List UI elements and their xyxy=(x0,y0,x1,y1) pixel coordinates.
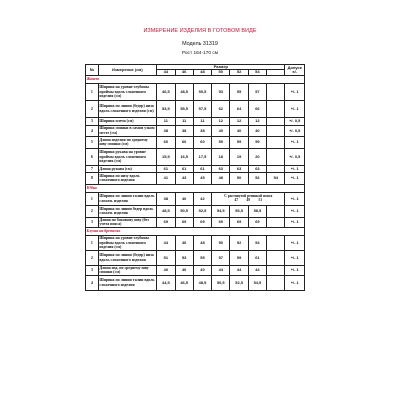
size-value: 12 xyxy=(212,117,230,125)
size-value: 40 xyxy=(230,125,248,136)
row-number: 3 xyxy=(86,217,99,227)
size-value: 61 xyxy=(248,250,266,265)
tolerance-value: +/- 1 xyxy=(285,275,305,290)
model-number: Модель 31319 xyxy=(182,41,218,47)
measurement-name: Ширина по линии талии вдоль сложенного изделия xyxy=(98,275,157,290)
row-number: 2 xyxy=(86,250,99,265)
size-value: 59 xyxy=(212,136,230,148)
size-value: 57 xyxy=(212,250,230,265)
size-value: 58,5 xyxy=(248,205,266,217)
tolerance-value: +/- 1 xyxy=(285,235,305,250)
measurement-name: Ширина плеча (см) xyxy=(98,117,157,125)
table-row xyxy=(86,165,305,172)
column-header-number: № xyxy=(86,65,99,76)
size-value: 69 xyxy=(230,217,248,227)
size-value: 48 xyxy=(193,235,211,250)
note-values xyxy=(213,199,284,203)
size-value xyxy=(267,275,285,290)
size-value: 64 xyxy=(230,100,248,117)
size-value: 48,5 xyxy=(157,205,175,217)
size-value: 38 xyxy=(193,125,211,136)
size-value: 54,5 xyxy=(248,275,266,290)
measurement-name: Длина по боковому шву (без учета пояса) xyxy=(98,217,157,227)
size-value: 51 xyxy=(157,250,175,265)
size-value: 60 xyxy=(157,136,175,148)
size-value: 54,5 xyxy=(212,205,230,217)
size-value: 50,5 xyxy=(212,275,230,290)
size-value xyxy=(267,217,285,227)
size-value: 69 xyxy=(175,217,193,227)
size-value xyxy=(267,165,285,172)
size-value: 48,5 xyxy=(175,83,193,100)
table-row xyxy=(86,192,305,205)
size-value: 46,5 xyxy=(175,275,193,290)
size-value xyxy=(267,117,285,125)
size-value: 44 xyxy=(230,265,248,275)
size-value: 40 xyxy=(212,125,230,136)
size-value: 57,5 xyxy=(193,100,211,117)
size-value: 40 xyxy=(175,265,193,275)
note-value: 49 xyxy=(246,197,251,202)
tolerance-value: +/- 1 xyxy=(285,165,305,172)
size-header: 46 xyxy=(175,70,193,75)
row-number: 2 xyxy=(86,100,99,117)
row-number: 7 xyxy=(86,165,99,172)
size-value: 62 xyxy=(212,100,230,117)
size-value: 44,5 xyxy=(157,275,175,290)
table-row xyxy=(86,217,305,227)
table-row xyxy=(86,172,305,184)
table-row xyxy=(86,100,305,117)
row-number: 3 xyxy=(86,117,99,125)
measurement-table xyxy=(85,64,305,291)
row-number: 1 xyxy=(86,192,99,205)
column-header-measure: Измерение (см) xyxy=(98,65,157,76)
size-header: 54 xyxy=(248,70,266,75)
size-value: 52,5 xyxy=(193,205,211,217)
row-number: 1 xyxy=(86,235,99,250)
measurement-name: Ширина спинки в самом узком месте (см) xyxy=(98,125,157,136)
size-value: 12 xyxy=(248,117,266,125)
size-value: 44 xyxy=(248,265,266,275)
measurement-name: Ширина на уровне глубины проймы вдоль сложенного изделия (см) xyxy=(98,83,157,100)
section-row xyxy=(86,184,305,192)
size-value: 45 xyxy=(193,172,211,184)
size-value: 12 xyxy=(230,117,248,125)
size-value: 61 xyxy=(175,165,193,172)
height-range: Рост 164-170 см xyxy=(181,51,219,56)
size-value: 60 xyxy=(193,136,211,148)
size-value: 38 xyxy=(175,125,193,136)
size-value: 11 xyxy=(175,117,193,125)
size-value: 48,5 xyxy=(193,275,211,290)
section-row xyxy=(86,227,305,235)
size-value: 17,5 xyxy=(193,148,211,165)
size-value: 55 xyxy=(193,250,211,265)
size-header: 50 xyxy=(212,70,230,75)
section-title: Юбка xyxy=(86,184,305,192)
tolerance-value: +/- 1 xyxy=(285,250,305,265)
size-value: 11 xyxy=(157,117,175,125)
size-value: 46,5 xyxy=(157,83,175,100)
size-value xyxy=(267,83,285,100)
note-text: С растянутой резинкой пояса xyxy=(224,194,273,199)
section-title: Блузка на бретелях xyxy=(86,227,305,235)
measurement-name: Ширина по линии бедер вдоль сложен. изделия xyxy=(98,205,157,217)
size-value: 61 xyxy=(193,165,211,172)
size-value: 61 xyxy=(157,165,175,172)
size-value: 69 xyxy=(157,217,175,227)
measurement-name: Ширина по линии (бедер) низа вдоль сложенного изделия (см) xyxy=(98,100,157,117)
size-value: 11 xyxy=(193,117,211,125)
column-header-size: Размер xyxy=(157,65,285,70)
size-value: 40 xyxy=(193,265,211,275)
size-value xyxy=(267,250,285,265)
row-number: 1 xyxy=(86,83,99,100)
row-number: 4 xyxy=(86,275,99,290)
size-value: 55 xyxy=(230,83,248,100)
size-value: 50,5 xyxy=(175,205,193,217)
table-row xyxy=(86,235,305,250)
size-value xyxy=(267,265,285,275)
note-value: 47 xyxy=(234,197,239,202)
size-value: 59 xyxy=(230,136,248,148)
row-number: 4 xyxy=(86,125,99,136)
size-value: 41 xyxy=(157,172,175,184)
size-header: 44 xyxy=(157,70,175,75)
row-number: 5 xyxy=(86,136,99,148)
column-header-tolerance: Допуск ±/- xyxy=(285,65,305,76)
size-value: 63 xyxy=(212,165,230,172)
size-header: 52 xyxy=(230,70,248,75)
size-value: 69 xyxy=(212,217,230,227)
table-row xyxy=(86,136,305,148)
size-value: 53,5 xyxy=(157,100,175,117)
size-value: 56,5 xyxy=(230,205,248,217)
size-value: 59 xyxy=(248,136,266,148)
table-row xyxy=(86,205,305,217)
size-header: 48 xyxy=(193,70,211,75)
size-value: 52,5 xyxy=(230,275,248,290)
measurement-name: Ширина на уровне глубины проймы вдоль сложенного изделия (см) xyxy=(98,235,157,250)
size-value: 55,5 xyxy=(175,100,193,117)
table-row xyxy=(86,125,305,136)
size-value: 53 xyxy=(175,250,193,265)
measurement-name: Длина изд. по среднему шву спинки (см) xyxy=(98,265,157,275)
row-number: 8 xyxy=(86,172,99,184)
size-value: 63 xyxy=(248,165,266,172)
size-value: 63 xyxy=(230,165,248,172)
tolerance-value: +/- 1 xyxy=(285,205,305,217)
size-value: 60 xyxy=(175,136,193,148)
size-value xyxy=(267,136,285,148)
size-value: 44 xyxy=(212,265,230,275)
size-value: 54 xyxy=(248,235,266,250)
tolerance-value: +/- 1 xyxy=(285,83,305,100)
size-value: 57 xyxy=(248,83,266,100)
size-value: 38 xyxy=(157,125,175,136)
size-value: 38 xyxy=(157,192,175,205)
size-value: 48 xyxy=(212,172,230,184)
tolerance-value: +/- 1 xyxy=(285,172,305,184)
row-number: 3 xyxy=(86,265,99,275)
size-value: 43 xyxy=(175,172,193,184)
size-value xyxy=(267,100,285,117)
tolerance-value: +/- 0,5 xyxy=(285,125,305,136)
size-value: 40 xyxy=(248,125,266,136)
tolerance-value: +/- 1 xyxy=(285,217,305,227)
size-value: 16,5 xyxy=(175,148,193,165)
size-value: 69 xyxy=(248,217,266,227)
size-value: 46 xyxy=(175,235,193,250)
size-value: 69 xyxy=(193,217,211,227)
document-title: ИЗМЕРЕНИЕ ИЗДЕЛИЯ В ГОТОВОМ ВИДЕ xyxy=(143,28,257,34)
waist-stretched-note xyxy=(212,192,285,205)
table-row xyxy=(86,250,305,265)
size-value: 19 xyxy=(230,148,248,165)
size-value: 50 xyxy=(230,172,248,184)
size-value: 44 xyxy=(157,235,175,250)
size-value: 18 xyxy=(212,148,230,165)
measurement-name: Ширина по линии (бедер) низа вдоль сложенного изделия xyxy=(98,250,157,265)
size-value: 50 xyxy=(212,235,230,250)
table-row xyxy=(86,275,305,290)
tolerance-value: +/- 1 xyxy=(285,100,305,117)
section-row xyxy=(86,75,305,83)
table-row xyxy=(86,265,305,275)
measurement-name: Ширина по линии талии вдоль сложен. изделия xyxy=(98,192,157,205)
row-number: 6 xyxy=(86,148,99,165)
size-value: 15,5 xyxy=(157,148,175,165)
tolerance-value: +/- 0,5 xyxy=(285,148,305,165)
tolerance-value: +/- 1 xyxy=(285,136,305,148)
size-value: 40 xyxy=(175,192,193,205)
size-value: 54 xyxy=(267,172,285,184)
size-value: 52 xyxy=(248,172,266,184)
table-row xyxy=(86,83,305,100)
size-value xyxy=(267,125,285,136)
size-value: 66 xyxy=(248,100,266,117)
measurement-name: Длина изделия по среднему шву спинки (см) xyxy=(98,136,157,148)
size-value: 59 xyxy=(230,250,248,265)
size-value: 50,5 xyxy=(193,83,211,100)
size-value xyxy=(267,205,285,217)
tolerance-value: +/- 0,5 xyxy=(285,117,305,125)
row-number: 2 xyxy=(86,205,99,217)
size-value: 40 xyxy=(157,265,175,275)
tolerance-value: +/- 1 xyxy=(285,265,305,275)
size-value: 53 xyxy=(212,83,230,100)
tolerance-value: +/- 1 xyxy=(285,192,305,205)
size-value: 20 xyxy=(248,148,266,165)
section-title: Жакет xyxy=(86,75,305,83)
size-value xyxy=(267,235,285,250)
size-value xyxy=(267,148,285,165)
table-row xyxy=(86,148,305,165)
measurement-table-body xyxy=(86,65,305,291)
size-value: 42 xyxy=(193,192,211,205)
size-value: 52 xyxy=(230,235,248,250)
note-value: 51 xyxy=(258,197,263,202)
measurement-name: Ширина рукава на уровне проймы вдоль сложенного изделия (см) xyxy=(98,148,157,165)
table-row xyxy=(86,117,305,125)
measurement-name: Ширина по низу вдоль сложенного изделия xyxy=(98,172,157,184)
measurement-name: Длина рукава (см) xyxy=(98,165,157,172)
